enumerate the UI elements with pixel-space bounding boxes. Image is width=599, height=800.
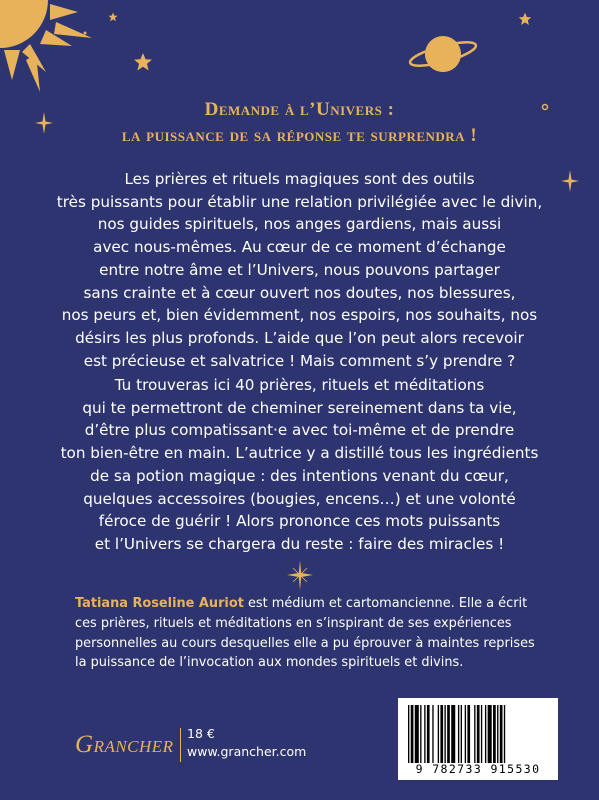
text-line: très puissants pour établir une relation privilégiée avec le divin, [56,192,543,211]
barcode-bar [474,705,475,763]
bio-line: la puissance de l’invocation aux mondes spirituels et divins. [75,655,464,671]
text-line: nos guides spirituels, nos anges gardiens, mais aussi [97,215,502,234]
logo-initial: G [75,731,94,758]
sun-icon [0,0,110,110]
barcode-bar [420,705,421,763]
barcode-bars [406,705,550,763]
barcode-bar [488,705,492,763]
barcode-bar [461,705,462,763]
barcode-bar [451,705,455,763]
barcode-bar [432,705,433,763]
text-line: qui te permettront de cheminer sereinement dans ta vie, [82,398,517,417]
star-icon [108,12,118,22]
text-line: ton bien-être en main. L’autrice y a distillé tous les ingrédients [60,444,539,463]
text-line: féroce de guérir ! Alors prononce ces mots puissants [98,512,501,531]
barcode-bar [411,705,414,763]
text-line: est précieuse et salvatrice ! Mais comment s’y prendre ? [83,351,516,370]
barcode-bar [438,705,439,763]
text-line: entre notre âme et l’Univers, nous pouvons partager [99,260,500,279]
barcode-bar [447,705,450,763]
barcode-bar [440,705,443,763]
star-icon [518,12,532,26]
text-line: sans crainte et à cœur ouvert nos doutes, nos blessures, [83,283,516,302]
text-line: quelques accessoires (bougies, encens…) et une volonté [83,489,516,508]
text-line: désirs les plus profonds. L’aide que l’on peut alors recevoir [75,328,524,347]
barcode-bar [485,705,486,763]
barcode-digits: 9 782733 915530 [415,762,541,776]
barcode-bar [467,705,470,763]
description-paragraph-2 [40,374,559,556]
barcode-bar [504,705,505,763]
text-line: et l’Univers se chargera du reste : faire des miracles ! [94,534,505,553]
barcode-bar [415,705,419,763]
barcode-bar [458,705,459,763]
headline-line-2: la puissance de sa réponse te surprendra ! [121,125,478,146]
sparkle-icon [561,170,579,192]
text-line: avec nous-mêmes. Au cœur de ce moment d’échange [93,238,506,257]
bio-line-1-rest: est médium et cartomancienne. Elle a écrit [243,596,528,611]
saturn-planet-icon [403,18,483,88]
barcode-bar [444,705,445,763]
text-line: de sa potion magique : des intentions venant du cœur, [90,466,509,485]
footer-divider [180,728,181,762]
bio-line: ces prières, rituels et méditations en s’inspirant de ses expériences [75,615,512,631]
barcode-bar [500,705,503,763]
barcode-bar [408,705,409,763]
website-link[interactable]: www.grancher.com [187,744,307,759]
bio-line: personnelles au cours desquelles elle a pu éprouver à maintes reprises [75,635,535,651]
publisher-logo [75,731,174,759]
barcode [398,698,558,780]
barcode-bar [465,705,466,763]
barcode-bar [493,705,496,763]
text-line: Tu trouveras ici 40 prières, rituels et méditations [114,376,485,394]
author-bio [75,594,545,673]
barcode-bar [497,705,498,763]
text-line: Les prières et rituels magiques sont des outils [124,170,475,188]
description-paragraph-1 [40,168,559,372]
headline-line-1: Demande à l’Univers : [204,99,395,120]
barcode-bar [481,705,482,763]
star-icon [133,52,153,72]
logo-rest: RANCHER [93,737,174,756]
price: 18 € [187,726,215,741]
headline [0,97,599,149]
footer [75,725,307,775]
barcode-bar [477,705,480,763]
bio-line [75,594,545,614]
barcode-bar [427,705,430,763]
author-name: Tatiana Roseline Auriot [75,596,244,611]
barcode-bar [424,705,425,763]
text-line: nos peurs et, bien évidemment, nos espoirs, nos souhaits, nos [61,306,538,325]
sparkle-icon [287,560,313,590]
text-line: d’être plus compatissant·e avec toi-même et de prendre [84,421,515,440]
